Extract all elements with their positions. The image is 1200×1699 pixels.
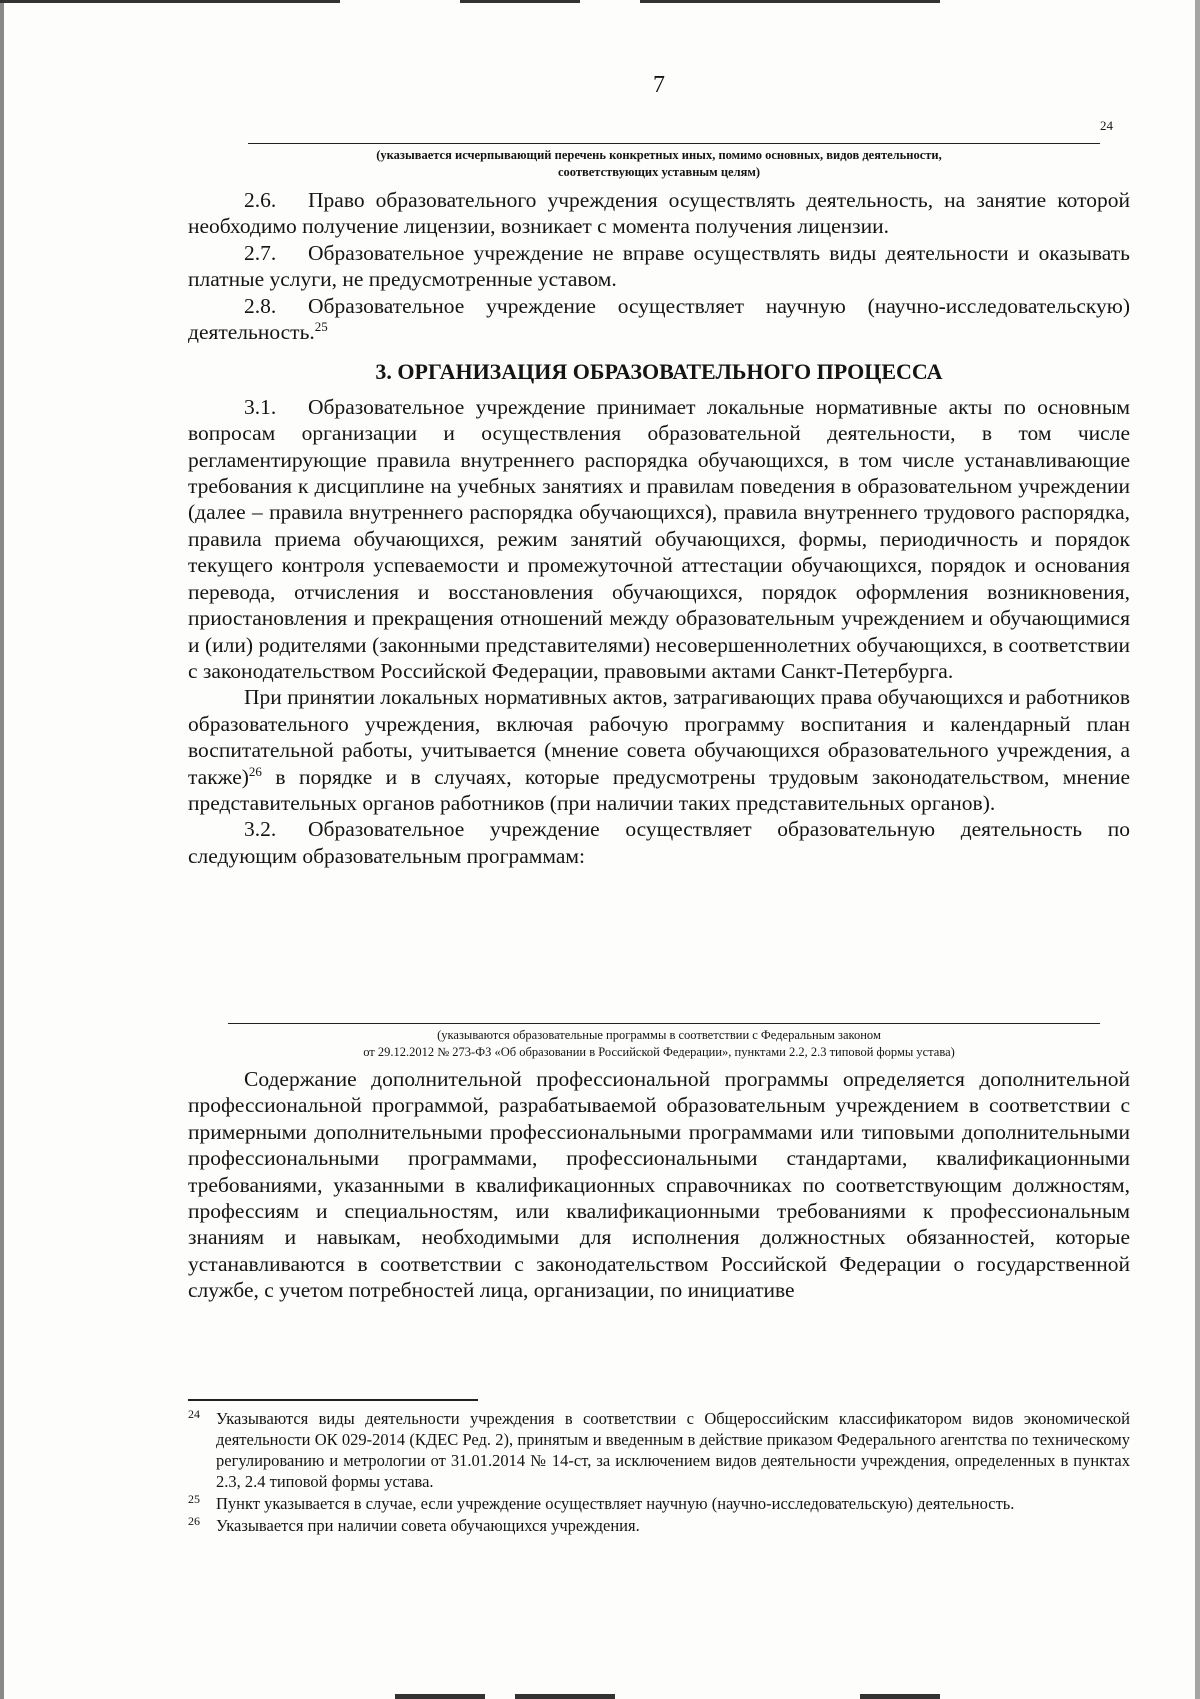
clause-number: 3.2. [244,817,277,842]
hint-activities [188,147,1130,181]
footnote-text: Указывается при наличии совета обучающихся учреждения. [216,1516,640,1535]
paragraph-2-8 [188,293,1130,346]
clause-text: Образовательное учреждение осуществляет научную (научно-исследовательскую) деятельность. [188,293,1130,345]
clause-number: 2.6. [244,188,277,212]
clause-text: Право образовательного учреждения осуществлять деятельность, на занятие которой необходимо получение лицензии, возникает с момента получения лицензии. [188,188,1130,239]
footnote-separator [188,1399,478,1401]
hint-line: соответствующих уставным целям) [557,165,761,179]
clause-text: Образовательное учреждение осуществляет образовательную деятельность по следующим образовательным программам: [188,817,1130,868]
footnote-text: Указываются виды деятельности учреждения в соответствии с Общероссийским классификатором видов экономической деятельности ОК 029-2014 (КДЕС Ред. 2), принятым и введенным в действие приказом Федерального агентства по техническому регулированию и метрологии от 31.01.2014 № 14-ст, за исключением видов деятельности учреждения, определенных в пунктах 2.3, 2.4 типовой формы устава. [216,1409,1130,1491]
clause-number: 2.8. [244,293,277,318]
hint-line: (указываются образовательные программы в соответствии с Федеральным законом [437,1028,881,1042]
hint-line: от 29.12.2012 № 273-ФЗ «Об образовании в Российской Федерации», пунктами 2.2, 2.3 типовой формы устава) [363,1045,955,1059]
scan-top-mark [460,0,580,3]
clause-text: При принятии локальных нормативных актов, затрагивающих права обучающихся и работников образовательного учреждения, включая рабочую программу воспитания и календарный план воспитательной работы, учитывается (мнение совета обучающихся образовательного учреждения, а также) [188,685,1130,789]
clause-number: 2.7. [244,240,277,265]
section-2-text [188,187,1130,869]
footnote-number: 24 [188,1407,200,1421]
paragraph-2-7 [188,240,1130,293]
footnote-text: Пункт указывается в случае, если учреждение осуществляет научную (научно-исследовательскую) деятельность. [216,1494,1015,1513]
clause-text: Образовательное учреждение принимает локальные нормативные акты по основным вопросам организации и осуществления образовательной деятельности, в том числе регламентирующие правила внутреннего распорядка обучающихся, в том числе устанавливающие требования к дисциплине на учебных занятиях и правилам поведения в образовательном учреждении (далее – правила внутреннего распорядка обучающихся), правила внутреннего трудового распорядка, правила приема обучающихся, режим занятий обучающихся, формы, периодичность и порядок текущего контроля успеваемости и промежуточной аттестации обучающихся, порядок и основания перевода, отчисления и восстановления обучающихся, порядок оформления возникновения, приостановления и прекращения отношений между образовательным учреждением и обучающимися и (или) родителями (законными представителями) несовершеннолетних обучающихся, в соответствии с законодательством Российской Федерации, правовыми актами Санкт-Петербурга. [188,394,1130,683]
scan-bottom-mark [515,1694,615,1699]
fill-in-line-activities [248,143,1100,144]
clause-number: 3.1. [244,394,277,419]
page-number: 7 [653,72,665,98]
scan-top-mark [0,0,340,3]
scan-bottom-mark [860,1694,940,1699]
fill-in-line-programs [228,1023,1100,1024]
scan-bottom-mark [395,1694,485,1699]
footnote-ref-26: 26 [248,763,262,779]
paragraph-2-6 [188,187,1130,240]
footnote-25 [188,1493,1130,1514]
footnotes [188,1408,1130,1537]
footnote-24 [188,1408,1130,1492]
program-content-text [188,1066,1130,1304]
hint-programs [188,1027,1130,1061]
scan-top-mark [640,0,940,3]
footnote-26 [188,1515,1130,1536]
scan-edge-left [0,0,4,1699]
footnote-number: 26 [188,1514,200,1528]
paragraph-program-content: Содержание дополнительной профессиональной программы определяется дополнительной профессиональной программой, разрабатываемой образовательным учреждением в соответствии с примерными дополнительными профессиональными программами или типовыми дополнительными профессиональными программами, профессиональными стандартами, квалификационными требованиями, указанными в квалификационных справочниках по соответствующим должностям, профессиям и специальностям, или квалификационными требованиями к профессиональным знаниям и навыкам, необходимыми для исполнения должностных обязанностей, которые устанавливаются в соответствии с законодательством Российской Федерации о государственной службе, с учетом потребностей лица, организации, по инициативе [188,1067,1130,1303]
footnote-number: 25 [188,1492,200,1506]
clause-text: в порядке и в случаях, которые предусмотрены трудовым законодательством, мнение представительных органов работников (при наличии таких представительных органов). [188,764,1130,815]
section-heading: 3. ОРГАНИЗАЦИЯ ОБРАЗОВАТЕЛЬНОГО ПРОЦЕССА [375,359,943,385]
paragraph-3-1 [188,394,1130,684]
footnote-ref-24: 24 [1100,118,1113,133]
hint-line: (указывается исчерпывающий перечень конкретных иных, помимо основных, видов деятельности, [376,148,942,162]
scan-edge-right [1195,0,1200,1699]
paragraph-3-1-continued [188,684,1130,816]
footnote-ref-25: 25 [314,318,328,334]
paragraph-3-2 [188,816,1130,869]
clause-text: Образовательное учреждение не вправе осуществлять виды деятельности и оказывать платные услуги, не предусмотренные уставом. [188,240,1130,292]
